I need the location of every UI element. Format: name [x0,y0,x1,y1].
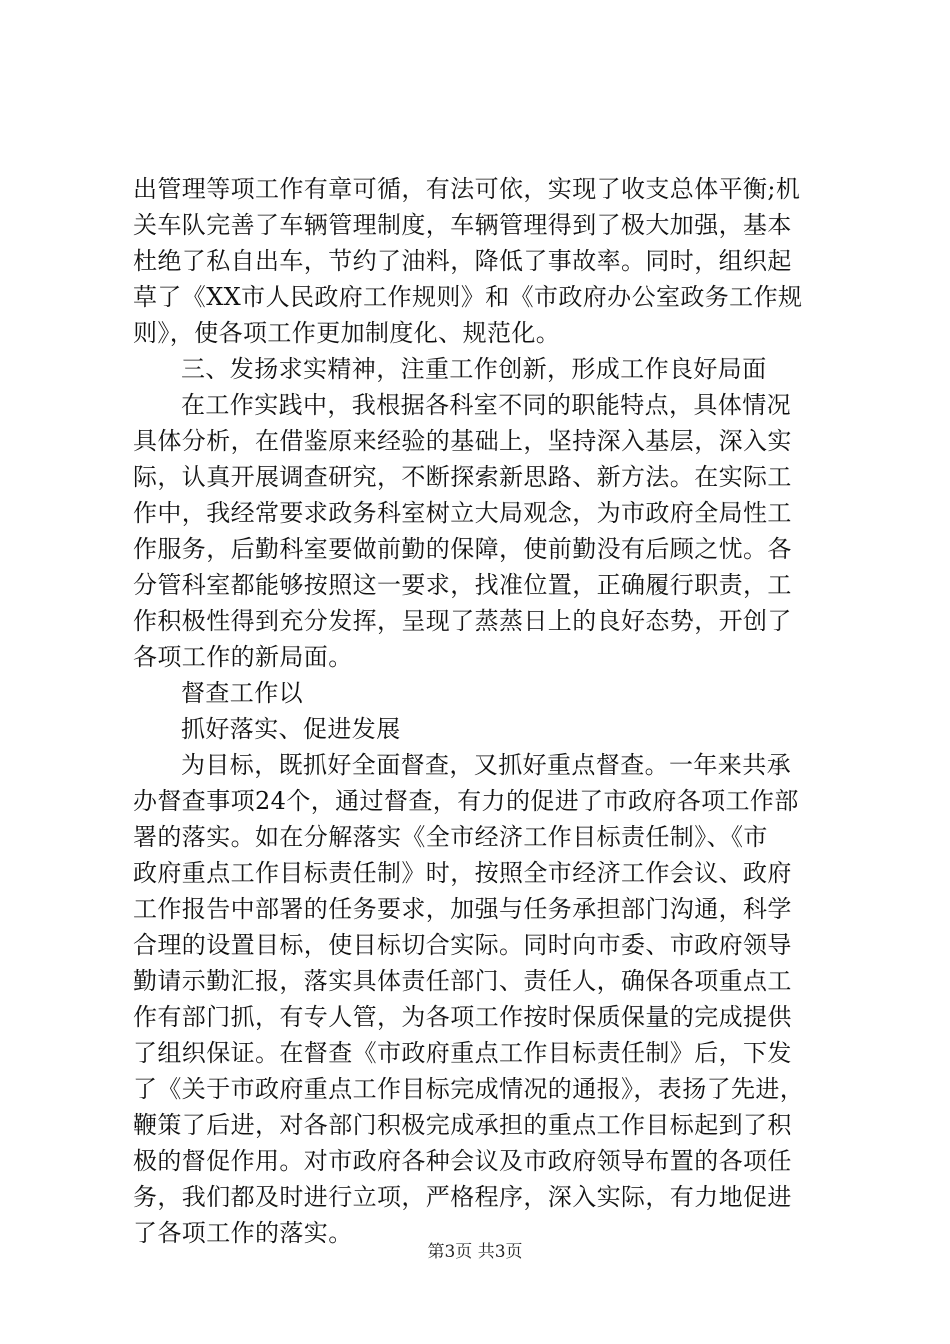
text-line: 具体分析，在借鉴原来经验的基础上，坚持深入基层，深入实 [133,427,792,455]
text-line: 极的督促作用。对市政府各种会议及市政府领导布置的各项任 [133,1147,792,1175]
text-line: 分管科室都能够按照这一要求，找准位置，正确履行职责，工 [133,571,792,599]
text-line: 作积极性得到充分发挥，呈现了蒸蒸日上的良好态势，开创了 [133,607,792,635]
text-line: 在工作实践中，我根据各科室不同的职能特点，具体情况 [181,391,791,419]
text-line: 政府重点工作目标责任制》时，按照全市经济工作会议、政府 [133,859,792,887]
text-line: 了各项工作的落实。 [133,1219,353,1247]
text-line: 署的落实。如在分解落实《全市经济工作目标责任制》、《市 [133,823,768,851]
text-line: 际，认真开展调查研究，不断探索新思路、新方法。在实际工 [133,463,792,491]
section-heading: 三、发扬求实精神，注重工作创新，形成工作良好局面 [181,355,767,383]
text-line: 务，我们都及时进行立项，严格程序，深入实际，有力地促进 [133,1183,792,1211]
document-body [133,171,833,1251]
text-line: 办督查事项24个，通过督查，有力的促进了市政府各项工作部 [133,787,799,815]
text-line: 鞭策了后进，对各部门积极完成承担的重点工作目标起到了积 [133,1111,792,1139]
text-line: 了组织保证。在督查《市政府重点工作目标责任制》后，下发 [133,1039,792,1067]
text-line: 作服务，后勤科室要做前勤的保障，使前勤没有后顾之忧。各 [133,535,792,563]
text-line: 杜绝了私自出车，节约了油料，降低了事故率。同时，组织起 [133,247,792,275]
text-line: 了《关于市政府重点工作目标完成情况的通报》，表扬了先进， [133,1075,805,1103]
text-line: 出管理等项工作有章可循，有法可依，实现了收支总体平衡;机 [133,175,801,203]
text-line: 则》，使各项工作更加制度化、规范化。 [133,319,561,347]
text-line: 为目标，既抓好全面督查，又抓好重点督查。一年来共承 [181,751,791,779]
page-footer: 第3页 共3页 [427,1242,523,1262]
text-line: 合理的设置目标，使目标切合实际。同时向市委、市政府领导 [133,931,792,959]
text-line: 抓好落实、促进发展 [181,715,401,743]
text-line: 勤请示勤汇报，落实具体责任部门、责任人，确保各项重点工 [133,967,792,995]
text-line: 关车队完善了车辆管理制度，车辆管理得到了极大加强，基本 [133,211,792,239]
text-line: 作中，我经常要求政务科室树立大局观念，为市政府全局性工 [133,499,792,527]
text-line: 督查工作以 [181,679,303,707]
text-line: 作有部门抓，有专人管，为各项工作按时保质保量的完成提供 [133,1003,792,1031]
text-line: 草了《XX市人民政府工作规则》和《市政府办公室政务工作规 [133,283,803,311]
text-line: 各项工作的新局面。 [133,643,353,671]
text-line: 工作报告中部署的任务要求，加强与任务承担部门沟通，科学 [133,895,792,923]
